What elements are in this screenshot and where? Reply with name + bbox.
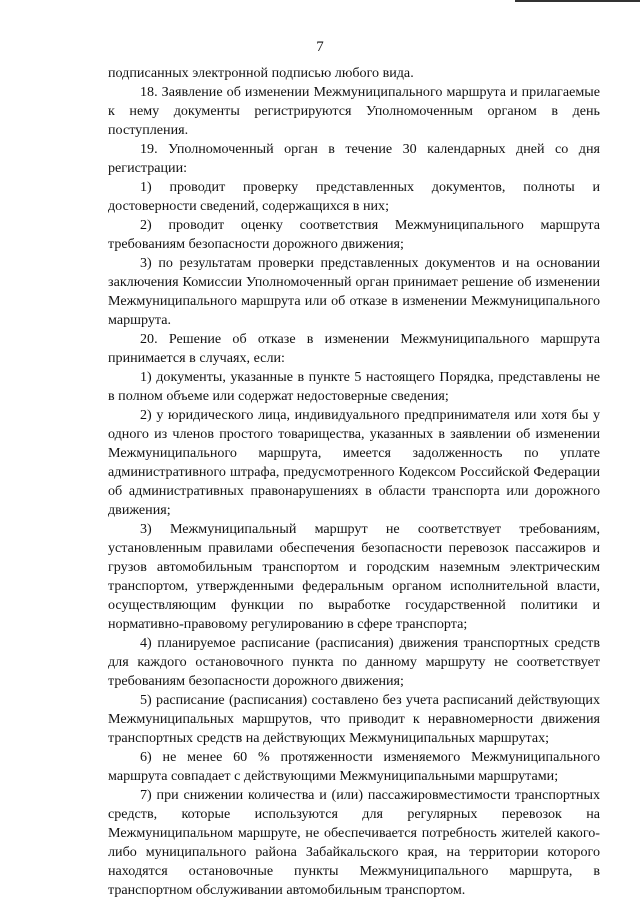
- clause-19-item-3: 3) по результатам проверки представленных документов и на основании заключения Комиссии Уполномоченный орган принимает решение об изменении Межмуниципального маршрута или об отказе в изменении Межмуниципального маршрута.: [108, 255, 600, 328]
- clause-20-item-3: 3) Межмуниципальный маршрут не соответствует требованиям, установленным правилами обеспечения безопасности перевозок пассажиров и грузов автомобильным транспортом и городским наземным электрическим транспортом, утвержденными федеральным органом исполнительной власти, осуществляющим функции по выработке государственной политики и нормативно-правовому регулированию в сфере транспорта;: [108, 521, 600, 632]
- clause-20-item-1: 1) документы, указанные в пункте 5 настоящего Порядка, представлены не в полном объеме или содержат недостоверные сведения;: [108, 369, 600, 404]
- clause-19-item-1: 1) проводит проверку представленных документов, полноты и достоверности сведений, содержащихся в них;: [108, 179, 600, 214]
- clause-20-item-4: 4) планируемое расписание (расписания) движения транспортных средств для каждого остановочного пункта по данному маршруту не соответствует требованиям безопасности дорожного движения;: [108, 635, 600, 689]
- clause-19-item-2: 2) проводит оценку соответствия Межмуниципального маршрута требованиям безопасности дорожного движения;: [108, 217, 600, 252]
- clause-18: 18. Заявление об изменении Межмуниципального маршрута и прилагаемые к нему документы регистрируются Уполномоченным органом в день поступления.: [108, 84, 600, 138]
- clause-20-item-5: 5) расписание (расписания) составлено без учета расписаний действующих Межмуниципальных маршрутов, что приводит к неравномерности движения транспортных средств на действующих Межмуниципальных маршрутах;: [108, 692, 600, 746]
- document-body: [108, 64, 600, 900]
- clause-20-item-7: 7) при снижении количества и (или) пассажировместимости транспортных средств, которые используются для регулярных перевозок на Межмуниципальном маршруте, не обеспечивается потребность жителей какого-либо муниципального района Забайкальского края, на территории которого находятся остановочные пункты Межмуниципального маршрута, в транспортном обслуживании автомобильным транспортом.: [108, 787, 600, 898]
- clause-20: 20. Решение об отказе в изменении Межмуниципального маршрута принимается в случаях, если:: [108, 331, 600, 366]
- clause-20-item-6: 6) не менее 60 % протяженности изменяемого Межмуниципального маршрута совпадает с действующими Межмуниципальными маршрутами;: [108, 749, 600, 784]
- top-rule: [515, 0, 640, 2]
- page-number: 7: [316, 39, 324, 55]
- paragraph-continuation: подписанных электронной подписью любого вида.: [108, 65, 414, 81]
- clause-19: 19. Уполномоченный орган в течение 30 календарных дней со дня регистрации:: [108, 141, 600, 176]
- clause-20-item-2: 2) у юридического лица, индивидуального предпринимателя или хотя бы у одного из членов простого товарищества, указанных в заявлении об изменении Межмуниципального маршрута, имеется задолженность по уплате административного штрафа, предусмотренного Кодексом Российской Федерации об административных правонарушениях в области транспорта или дорожного движения;: [108, 407, 600, 518]
